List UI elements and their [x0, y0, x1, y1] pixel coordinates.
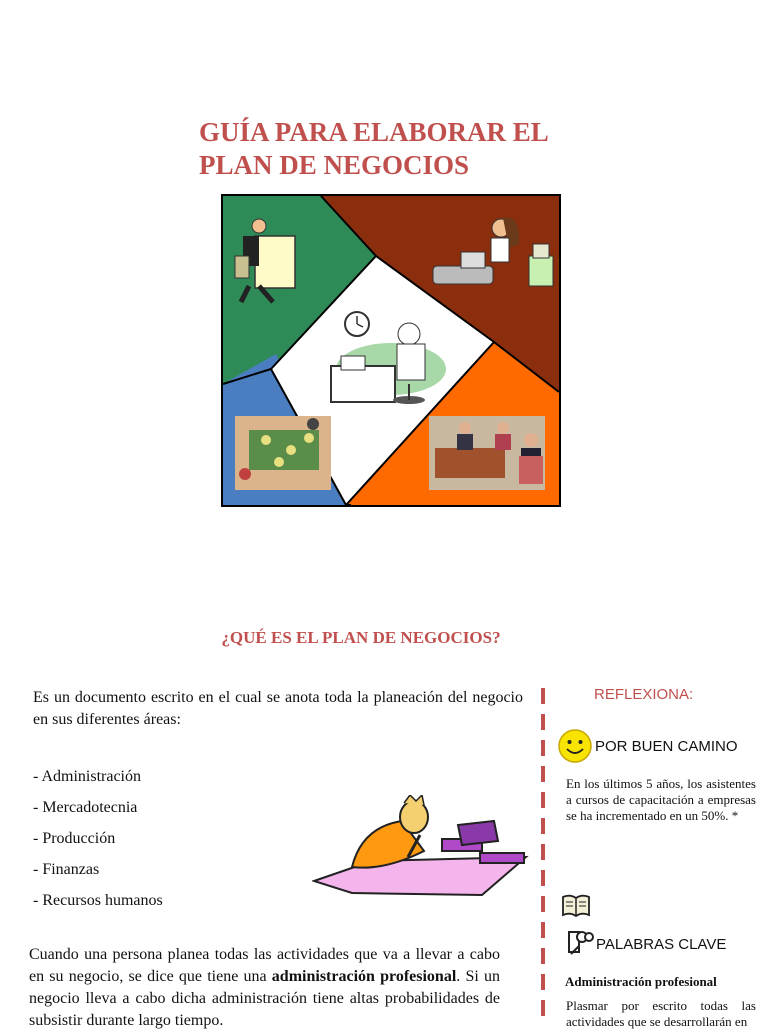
sidebar-title: REFLEXIONA: — [594, 686, 694, 703]
list-item: - Administración — [33, 768, 141, 785]
title-line-2: PLAN DE NEGOCIOS — [199, 150, 470, 180]
list-item: - Mercadotecnia — [33, 799, 138, 816]
keyword-definition: Plasmar por escrito todas las actividades que se desarrollarán en — [566, 998, 756, 1029]
paragraph-bold-term: administración profesional — [271, 968, 457, 985]
business-collage-image — [221, 194, 561, 507]
list-item: - Producción — [33, 830, 116, 847]
intro-paragraph: Es un documento escrito en el cual se anota toda la planeación del negocio en sus diferentes áreas: — [33, 689, 523, 728]
keywords-heading: PALABRAS CLAVE — [596, 936, 727, 953]
keyword-pin-icon — [567, 928, 595, 956]
page-title — [199, 116, 619, 182]
smiley-icon — [557, 728, 593, 764]
list-item: - Recursos humanos — [33, 892, 163, 909]
sidebar-divider — [541, 688, 545, 1024]
business-areas-list — [33, 761, 163, 916]
section-heading: ¿QUÉ ES EL PLAN DE NEGOCIOS? — [221, 628, 501, 647]
thinking-person-computer-icon — [312, 795, 532, 900]
administration-paragraph — [29, 944, 500, 1032]
open-book-icon — [560, 893, 592, 921]
good-path-text: En los últimos 5 años, los asistentes a cursos de capacitación a empresas se ha incrementado en un 50%. * — [566, 776, 756, 823]
meeting-table-icon — [235, 416, 331, 490]
keyword-term: Administración profesional — [565, 974, 717, 989]
paragraph-text-1: Cuando una persona planea todas las actividades que va a llevar a cabo en su negocio, se dice que tiene una — [29, 946, 500, 985]
good-path-heading: POR BUEN CAMINO — [595, 738, 738, 755]
list-item: - Finanzas — [33, 861, 100, 878]
paragraph-text-2: . Si un negocio lleva a cabo dicha administración tiene altas probabilidades de subsistir durante largo tiempo. — [29, 968, 500, 1029]
title-line-1: GUÍA PARA ELABORAR EL — [199, 117, 549, 147]
office-meeting-icon — [429, 416, 545, 490]
